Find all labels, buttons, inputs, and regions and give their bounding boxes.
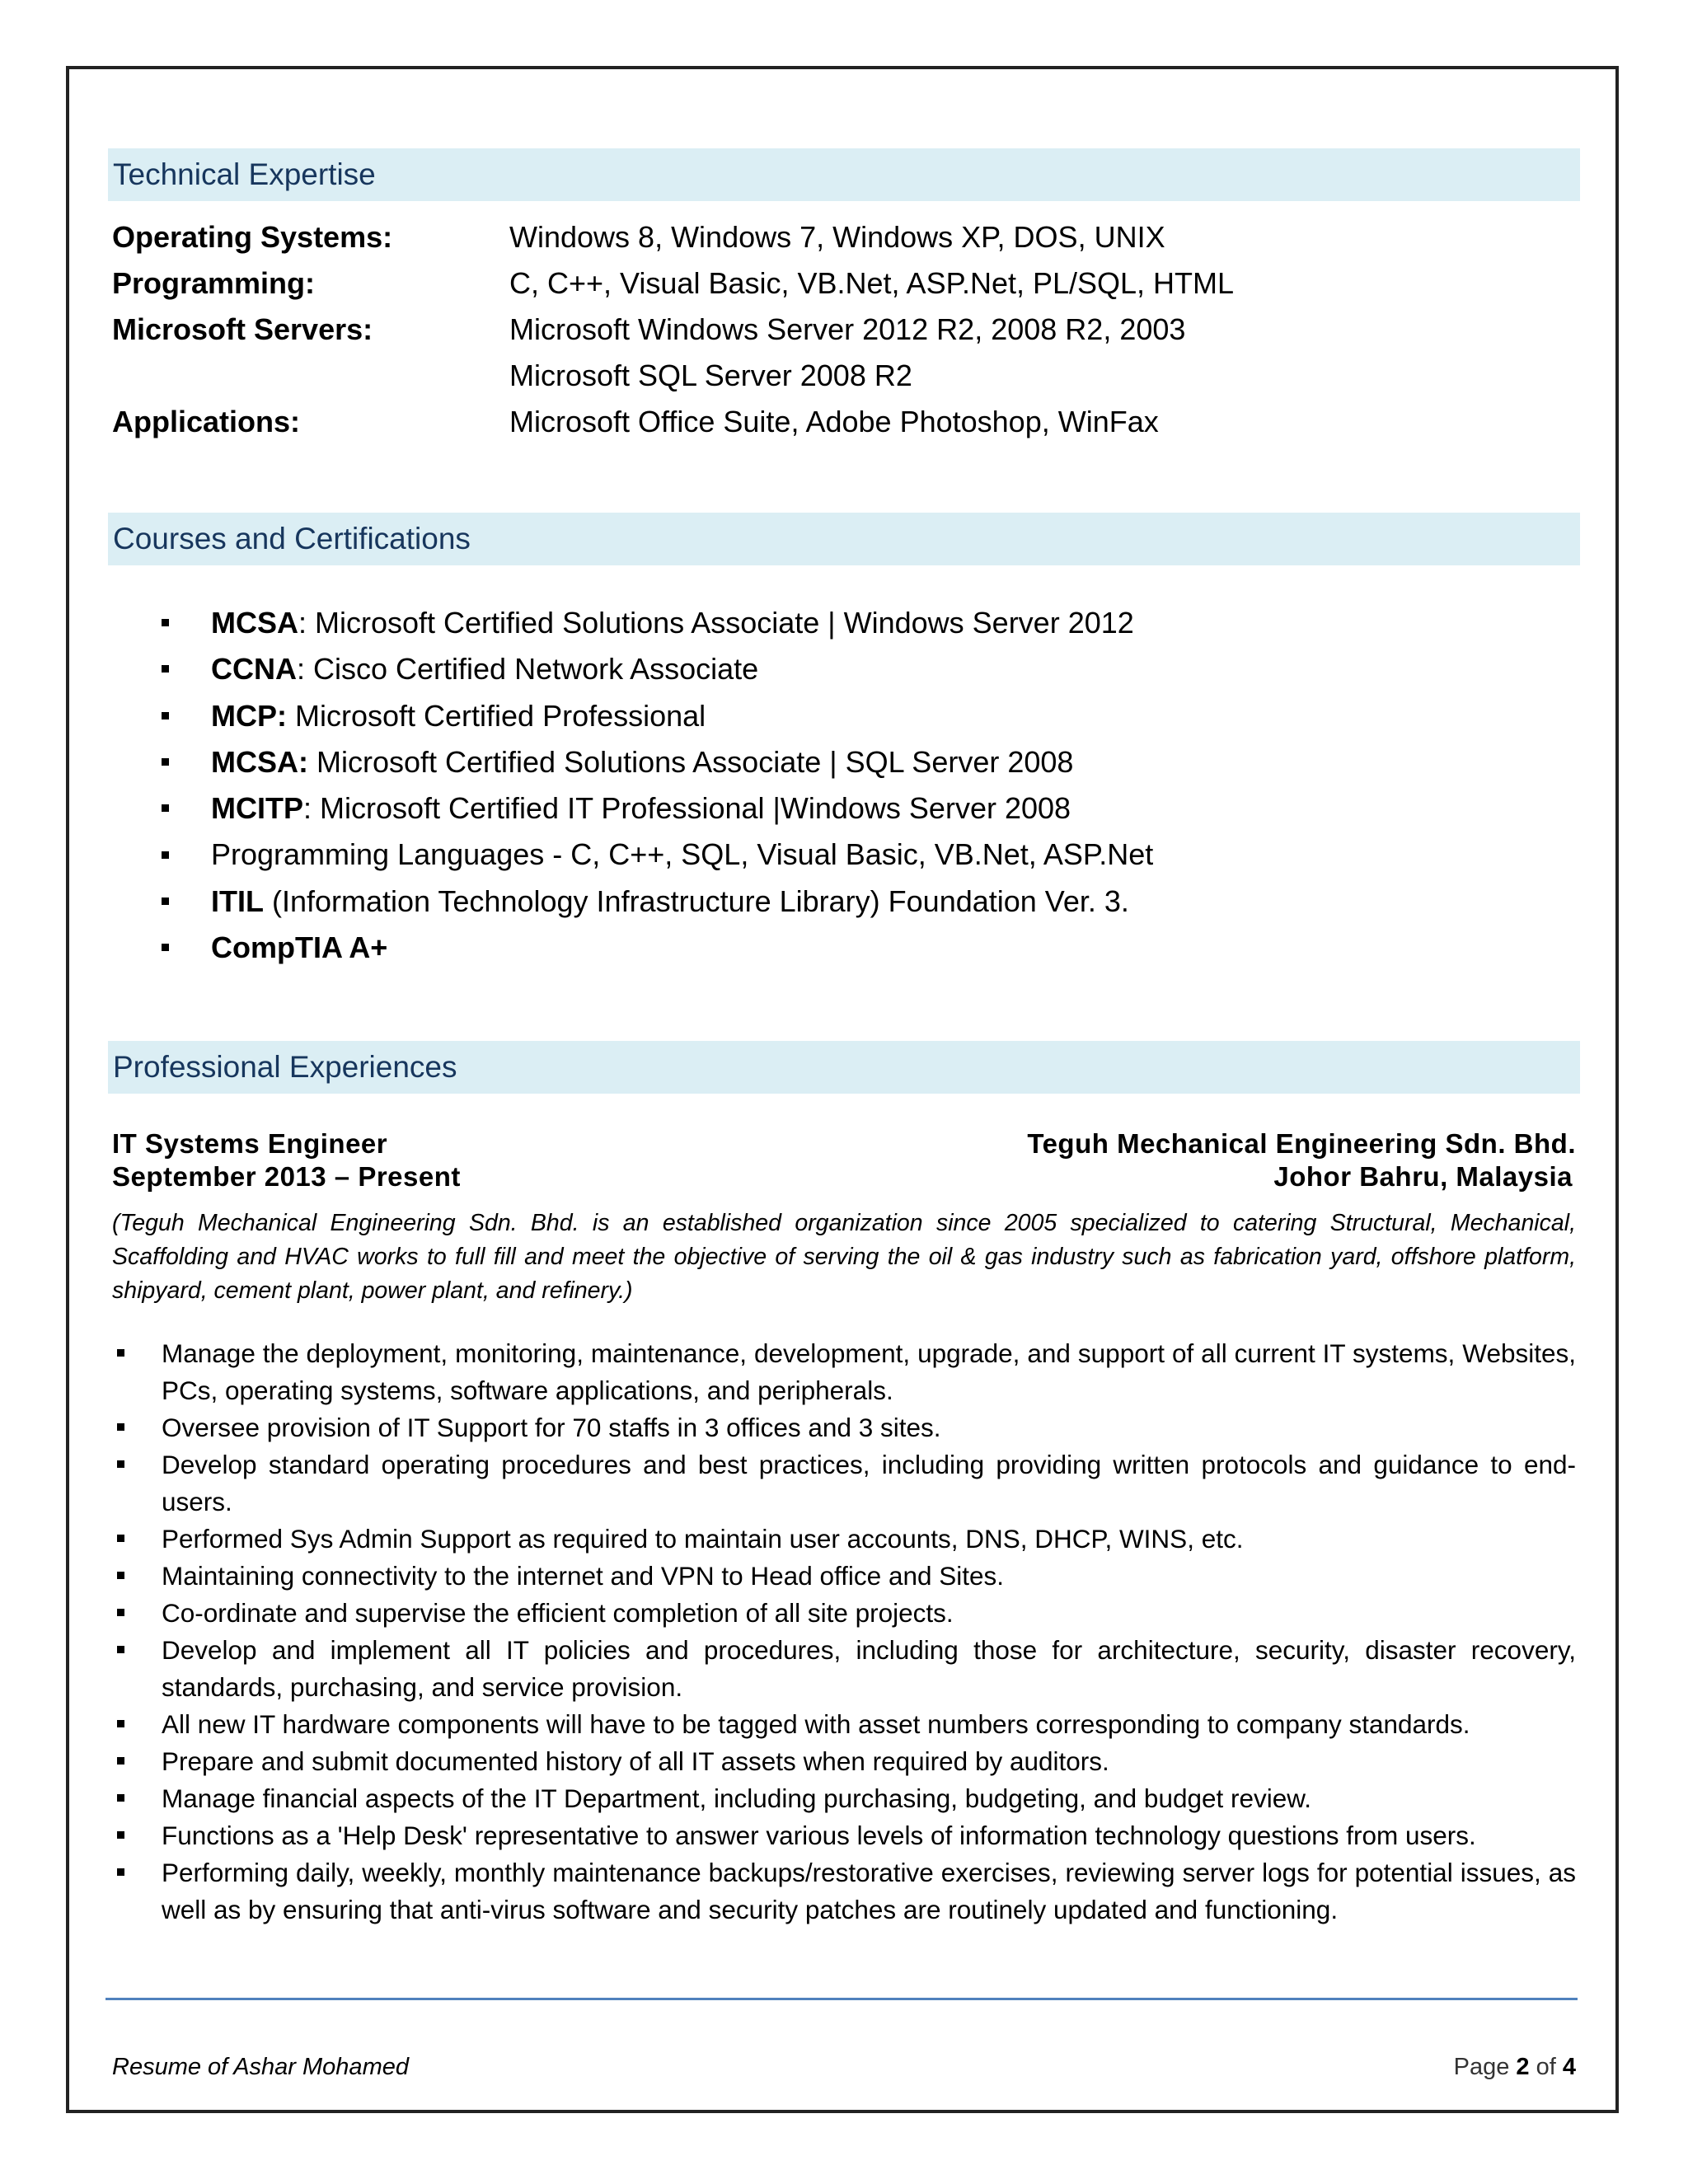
company-name: Teguh Mechanical Engineering Sdn. Bhd.	[1027, 1128, 1576, 1159]
list-item	[112, 1446, 1576, 1521]
skill-value: Microsoft Office Suite, Adobe Photoshop, WinFax	[509, 405, 1159, 438]
page-current: 2	[1516, 2054, 1530, 2080]
section-title: Technical Expertise	[113, 157, 376, 191]
square-bullet-icon	[117, 1423, 124, 1431]
skill-row-operating-systems	[112, 214, 1579, 260]
company-location: Johor Bahru, Malaysia	[1273, 1161, 1573, 1192]
list-item	[112, 1335, 1576, 1409]
section-title: Courses and Certifications	[113, 522, 471, 555]
page-prefix: Page	[1453, 2054, 1517, 2080]
cert-acronym: MCSA	[211, 606, 298, 640]
list-item	[162, 739, 1153, 785]
cert-description: : Microsoft Certified Solutions Associate | Windows Server 2012	[298, 606, 1134, 640]
skill-label: Programming:	[112, 266, 316, 300]
skill-value: C, C++, Visual Basic, VB.Net, ASP.Net, PL/SQL, HTML	[509, 266, 1235, 300]
cert-acronym: CompTIA A+	[211, 930, 388, 965]
square-bullet-icon	[162, 712, 169, 719]
square-bullet-icon	[117, 1349, 124, 1357]
skill-label: Microsoft Servers:	[112, 312, 373, 346]
skill-value: Microsoft Windows Server 2012 R2, 2008 R2, 2003	[509, 312, 1186, 346]
duty-text: Functions as a 'Help Desk' representative to answer various levels of information technology questions from users.	[162, 1821, 1476, 1850]
duty-text: Oversee provision of IT Support for 70 staffs in 3 offices and 3 sites.	[162, 1413, 941, 1442]
skill-row-microsoft-servers	[112, 307, 1579, 353]
duty-text: All new IT hardware components will have to be tagged with asset numbers corresponding to company standards.	[162, 1709, 1470, 1739]
section-header-experience	[108, 1041, 1580, 1094]
skill-row-programming	[112, 260, 1579, 307]
square-bullet-icon	[162, 898, 169, 905]
list-item	[162, 785, 1153, 832]
square-bullet-icon	[117, 1868, 124, 1876]
duty-text: Develop and implement all IT policies and procedures, including those for architecture, security, disaster recovery, standards, purchasing, and service provision.	[162, 1635, 1576, 1702]
list-item	[112, 1409, 1576, 1446]
duty-text: Manage the deployment, monitoring, maintenance, development, upgrade, and support of all current IT systems, Websites, PCs, operating systems, software applications, and peripherals.	[162, 1338, 1576, 1405]
square-bullet-icon	[117, 1794, 124, 1802]
square-bullet-icon	[117, 1609, 124, 1616]
section-title: Professional Experiences	[113, 1050, 457, 1084]
cert-description: Microsoft Certified Professional	[287, 698, 706, 733]
list-item	[162, 832, 1153, 878]
list-item	[112, 1595, 1576, 1632]
square-bullet-icon	[117, 1720, 124, 1727]
square-bullet-icon	[117, 1646, 124, 1653]
duty-text: Prepare and submit documented history of all IT assets when required by auditors.	[162, 1746, 1109, 1776]
cert-description: Programming Languages - C, C++, SQL, Visual Basic, VB.Net, ASP.Net	[211, 837, 1154, 872]
list-item	[112, 1521, 1576, 1558]
section-header-technical-expertise	[108, 148, 1580, 201]
list-item	[162, 693, 1153, 739]
skill-row-microsoft-servers-continued	[112, 353, 1579, 399]
list-item	[112, 1854, 1576, 1929]
skill-value: Microsoft SQL Server 2008 R2	[509, 359, 912, 392]
list-item	[162, 600, 1153, 646]
duty-text: Manage financial aspects of the IT Department, including purchasing, budgeting, and budget review.	[162, 1783, 1312, 1813]
duty-text: Performing daily, weekly, monthly maintenance backups/restorative exercises, reviewing server logs for potential issues, as well as by ensuring that anti-virus software and security patches are routinely updated and functioning.	[162, 1858, 1576, 1924]
square-bullet-icon	[117, 1460, 124, 1468]
certification-list	[162, 600, 1153, 971]
duty-text: Develop standard operating procedures and best practices, including providing written protocols and guidance to end-users.	[162, 1450, 1576, 1516]
square-bullet-icon	[117, 1572, 124, 1579]
square-bullet-icon	[162, 758, 169, 766]
footer-divider	[106, 1998, 1578, 2000]
duty-text: Maintaining connectivity to the internet and VPN to Head office and Sites.	[162, 1561, 1005, 1591]
square-bullet-icon	[162, 619, 169, 626]
skill-value: Windows 8, Windows 7, Windows XP, DOS, UNIX	[509, 220, 1165, 254]
list-item	[112, 1780, 1576, 1817]
list-item	[112, 1558, 1576, 1595]
page-total: 4	[1562, 2054, 1576, 2080]
skill-label: Applications:	[112, 405, 301, 438]
square-bullet-icon	[117, 1757, 124, 1765]
square-bullet-icon	[162, 944, 169, 951]
job-period: September 2013 – Present	[112, 1161, 461, 1192]
list-item	[162, 879, 1153, 925]
page-mid: of	[1529, 2054, 1563, 2080]
square-bullet-icon	[162, 665, 169, 673]
footer-resume-owner: Resume of Ashar Mohamed	[112, 2054, 409, 2080]
duties-list	[112, 1335, 1576, 1929]
list-item	[112, 1817, 1576, 1854]
square-bullet-icon	[117, 1535, 124, 1542]
cert-acronym: CCNA	[211, 652, 297, 687]
skill-row-applications	[112, 399, 1579, 445]
list-item	[162, 646, 1153, 692]
list-item	[112, 1743, 1576, 1780]
list-item	[112, 1706, 1576, 1743]
section-header-certifications	[108, 513, 1580, 565]
company-description: (Teguh Mechanical Engineering Sdn. Bhd. is an established organization since 2005 specialized to catering Structural, Mechanical, Scaffolding and HVAC works to full fill and meet the objective of serving the oil & gas industry such as fabrication yard, offshore platform, shipyard, cement plant, power plant, and refinery.)	[112, 1210, 1576, 1304]
cert-acronym: MCP:	[211, 698, 287, 733]
cert-acronym: MCSA:	[211, 744, 308, 779]
square-bullet-icon	[117, 1831, 124, 1839]
square-bullet-icon	[162, 851, 169, 859]
list-item	[112, 1632, 1576, 1706]
cert-description: (Information Technology Infrastructure Library) Foundation Ver. 3.	[263, 883, 1129, 918]
list-item	[162, 925, 1153, 971]
cert-acronym: ITIL	[211, 883, 264, 918]
skill-label: Operating Systems:	[112, 220, 393, 254]
duty-text: Performed Sys Admin Support as required to maintain user accounts, DNS, DHCP, WINS, etc.	[162, 1524, 1244, 1554]
cert-acronym: MCITP	[211, 791, 303, 826]
square-bullet-icon	[162, 804, 169, 812]
duty-text: Co-ordinate and supervise the efficient completion of all site projects.	[162, 1598, 954, 1628]
cert-description: : Cisco Certified Network Associate	[297, 652, 759, 687]
page-number	[1454, 2052, 1576, 2082]
cert-description: : Microsoft Certified IT Professional |Windows Server 2008	[303, 791, 1071, 826]
job-title: IT Systems Engineer	[112, 1128, 388, 1159]
cert-description: Microsoft Certified Solutions Associate | SQL Server 2008	[307, 744, 1074, 779]
